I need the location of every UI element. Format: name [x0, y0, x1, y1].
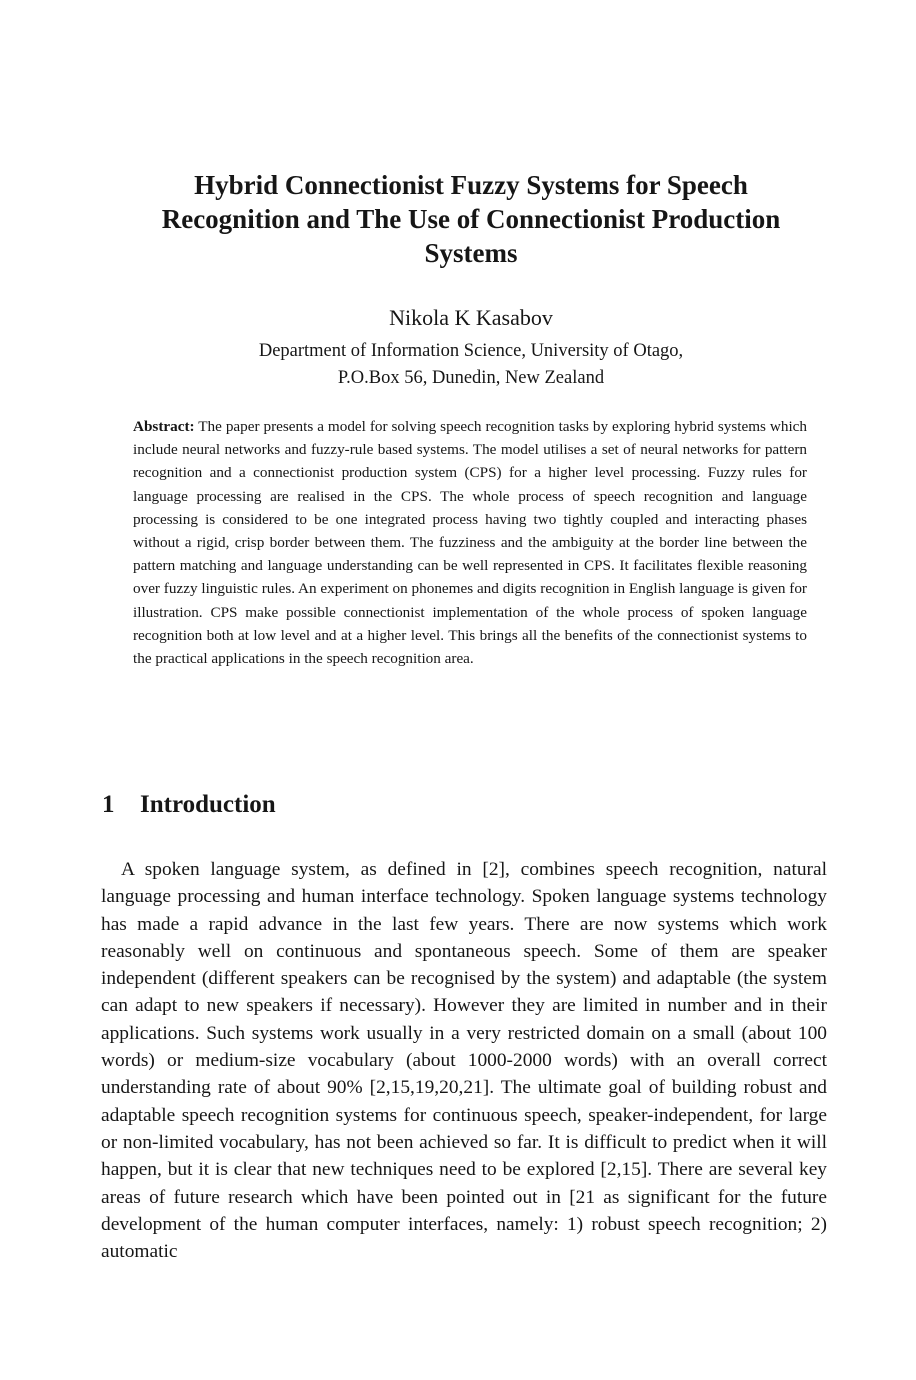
abstract-label: Abstract:: [133, 418, 195, 435]
author-affiliation: [100, 338, 842, 392]
title-line-1: Hybrid Connectionist Fuzzy Systems for Speech: [194, 170, 748, 200]
title-line-3: Systems: [424, 238, 518, 268]
affiliation-line-2: P.O.Box 56, Dunedin, New Zealand: [337, 368, 605, 388]
section-number: 1: [102, 791, 115, 818]
title-line-2: Recognition and The Use of Connectionist Production: [161, 204, 781, 234]
affiliation-line-1: Department of Information Science, University of Otago,: [258, 341, 684, 361]
section-heading-introduction: [102, 789, 276, 821]
introduction-paragraph: A spoken language system, as defined in [2], combines speech recognition, natural language processing and human interface technology. Spoken language systems technology has made a rapid advance in the last few years. There are now systems which work reasonably well on continuous and spontaneous speech. Some of them are speaker independent (different speakers can be recognised by the system) and adaptable (the system can adapt to new speakers if necessary). However they are limited in number and in their applications. Such systems work usually in a very restricted domain on a small (about 100 words) or medium-size vocabulary (about 1000-2000 words) with an overall correct understanding rate of about 90% [2,15,19,20,21]. The ultimate goal of building robust and adaptable speech recognition systems for continuous speech, speaker-independent, for large or non-limited vocabulary, has not been achieved so far. It is difficult to predict when it will happen, but it is clear that new techniques need to be explored [2,15]. There are several key areas of future research which have been pointed out in [21 as significant for the future development of the human computer interfaces, namely: 1) robust speech recognition; 2) automatic: [101, 859, 827, 1263]
abstract-text: The paper presents a model for solving speech recognition tasks by exploring hybrid systems which include neural networks and fuzzy-rule based systems. The model utilises a set of neural networks for pattern recognition and a connectionist production system (CPS) for a higher level processing. Fuzzy rules for language processing are realised in the CPS. The whole process of speech recognition and language processing is considered to be one integrated process having two tightly coupled and interacting phases without a rigid, crisp border between them. The fuzziness and the ambiguity at the border line between the pattern matching and language understanding can be well represented in CPS. It facilitates flexible reasoning over fuzzy linguistic rules. An experiment on phonemes and digits recognition in English language is given for illustration. CPS make possible connectionist implementation of the whole process of spoken language recognition both at low level and at a higher level. This brings all the benefits of the connectionist systems to the practical applications in the speech recognition area.: [133, 418, 807, 668]
abstract: [133, 415, 807, 670]
author-name: Nikola K Kasabov: [389, 305, 553, 330]
paper-title: [100, 168, 842, 270]
section-title: Introduction: [140, 791, 276, 818]
